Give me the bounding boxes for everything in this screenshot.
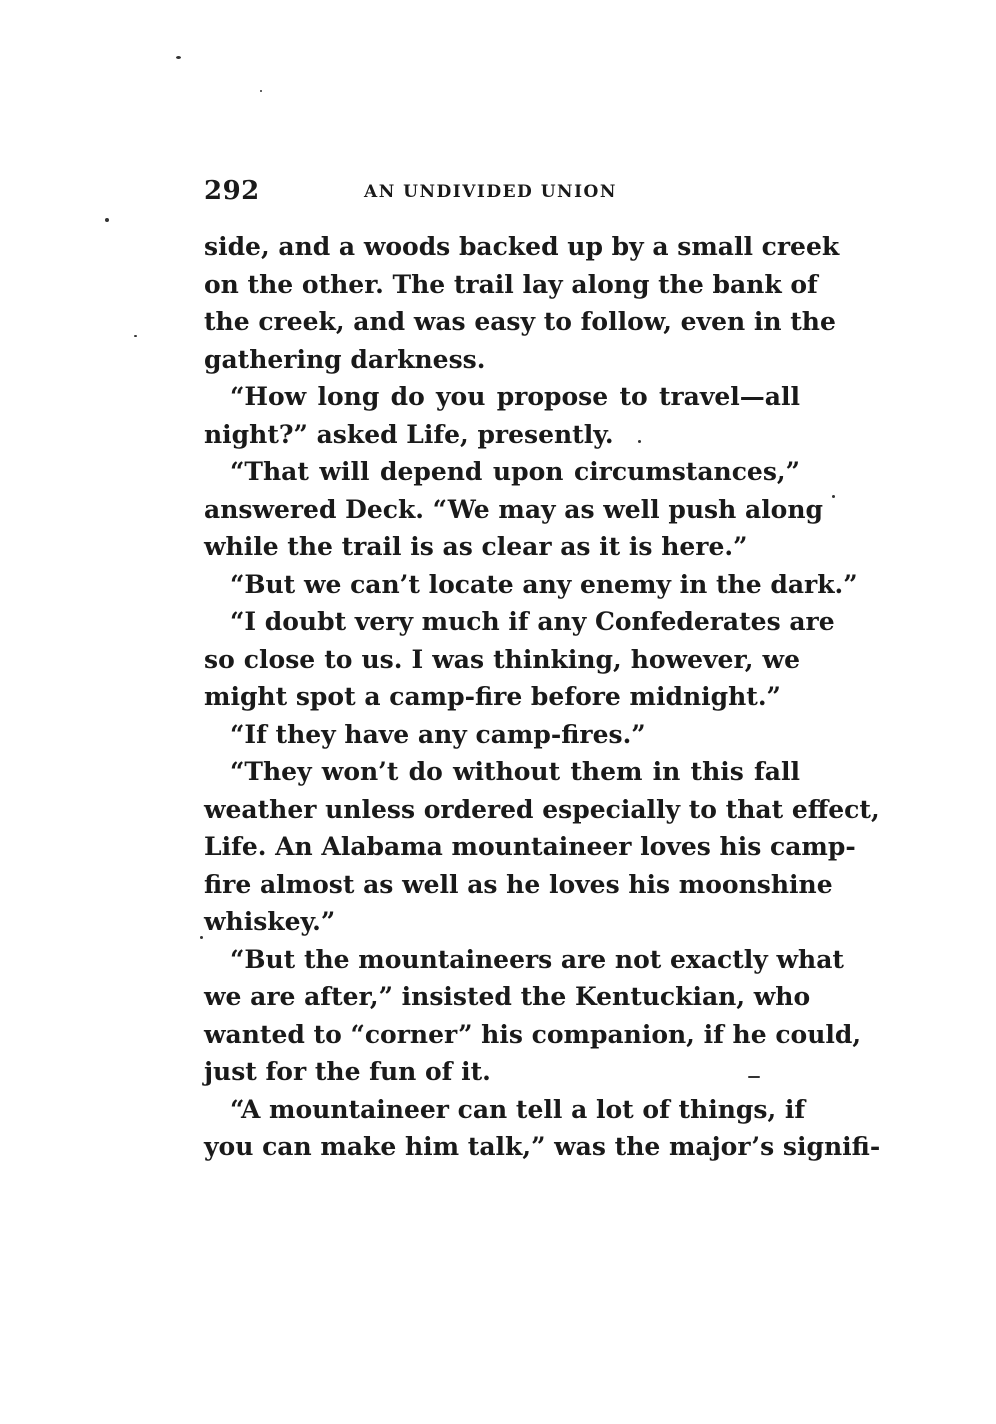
text-line: you can make him talk,” was the major’s signifi-: [204, 1132, 881, 1161]
text-line: Life. An Alabama mountaineer loves his camp-: [204, 832, 856, 861]
text-line: “I doubt very much if any Confederates are: [230, 607, 835, 636]
text-line: side, and a woods backed up by a small creek: [204, 232, 840, 261]
text-line: just for the fun of it.: [204, 1057, 491, 1086]
scan-speck: [260, 90, 262, 92]
text-line: “If they have any camp-fires.”: [230, 719, 646, 749]
scan-speck: [134, 335, 137, 337]
text-line: fire almost as well as he loves his moonshine: [204, 869, 833, 899]
text-line: while the trail is as clear as it is here.”: [204, 532, 748, 561]
text-line: the creek, and was easy to follow, even in the: [204, 307, 836, 336]
scan-speck: [832, 495, 835, 498]
text-line: whiskey.”: [204, 907, 336, 936]
text-line: “But the mountaineers are not exactly what: [230, 944, 844, 974]
scan-speck: [105, 218, 109, 222]
text-line: “How long do you propose to travel—all: [230, 382, 800, 411]
text-line: so close to us. I was thinking, however, we: [204, 644, 800, 674]
page-number: 292: [204, 176, 260, 206]
text-line: wanted to “corner” his companion, if he could,: [204, 1019, 862, 1049]
text-line: “They won’t do without them in this fall: [230, 757, 800, 786]
text-line: night?” asked Life, presently.: [204, 419, 614, 449]
text-line: on the other. The trail lay along the bank of: [204, 269, 818, 299]
scan-speck: [200, 936, 203, 939]
text-line: “But we can’t locate any enemy in the dark.”: [230, 569, 858, 599]
text-line: weather unless ordered especially to that effect,: [204, 794, 880, 824]
running-head: AN UNDIVIDED UNION: [364, 182, 617, 202]
text-line: gathering darkness.: [204, 344, 486, 374]
page-header: [204, 176, 804, 212]
text-line: “That will depend upon circumstances,”: [230, 457, 800, 486]
text-line: “A mountaineer can tell a lot of things, if: [230, 1094, 806, 1124]
body-text: [204, 228, 881, 1166]
scan-speck: [176, 56, 181, 59]
text-line: we are after,” insisted the Kentuckian, who: [204, 982, 811, 1011]
text-line: might spot a camp-fire before midnight.”: [204, 682, 781, 711]
text-line: answered Deck. “We may as well push along: [204, 494, 824, 524]
